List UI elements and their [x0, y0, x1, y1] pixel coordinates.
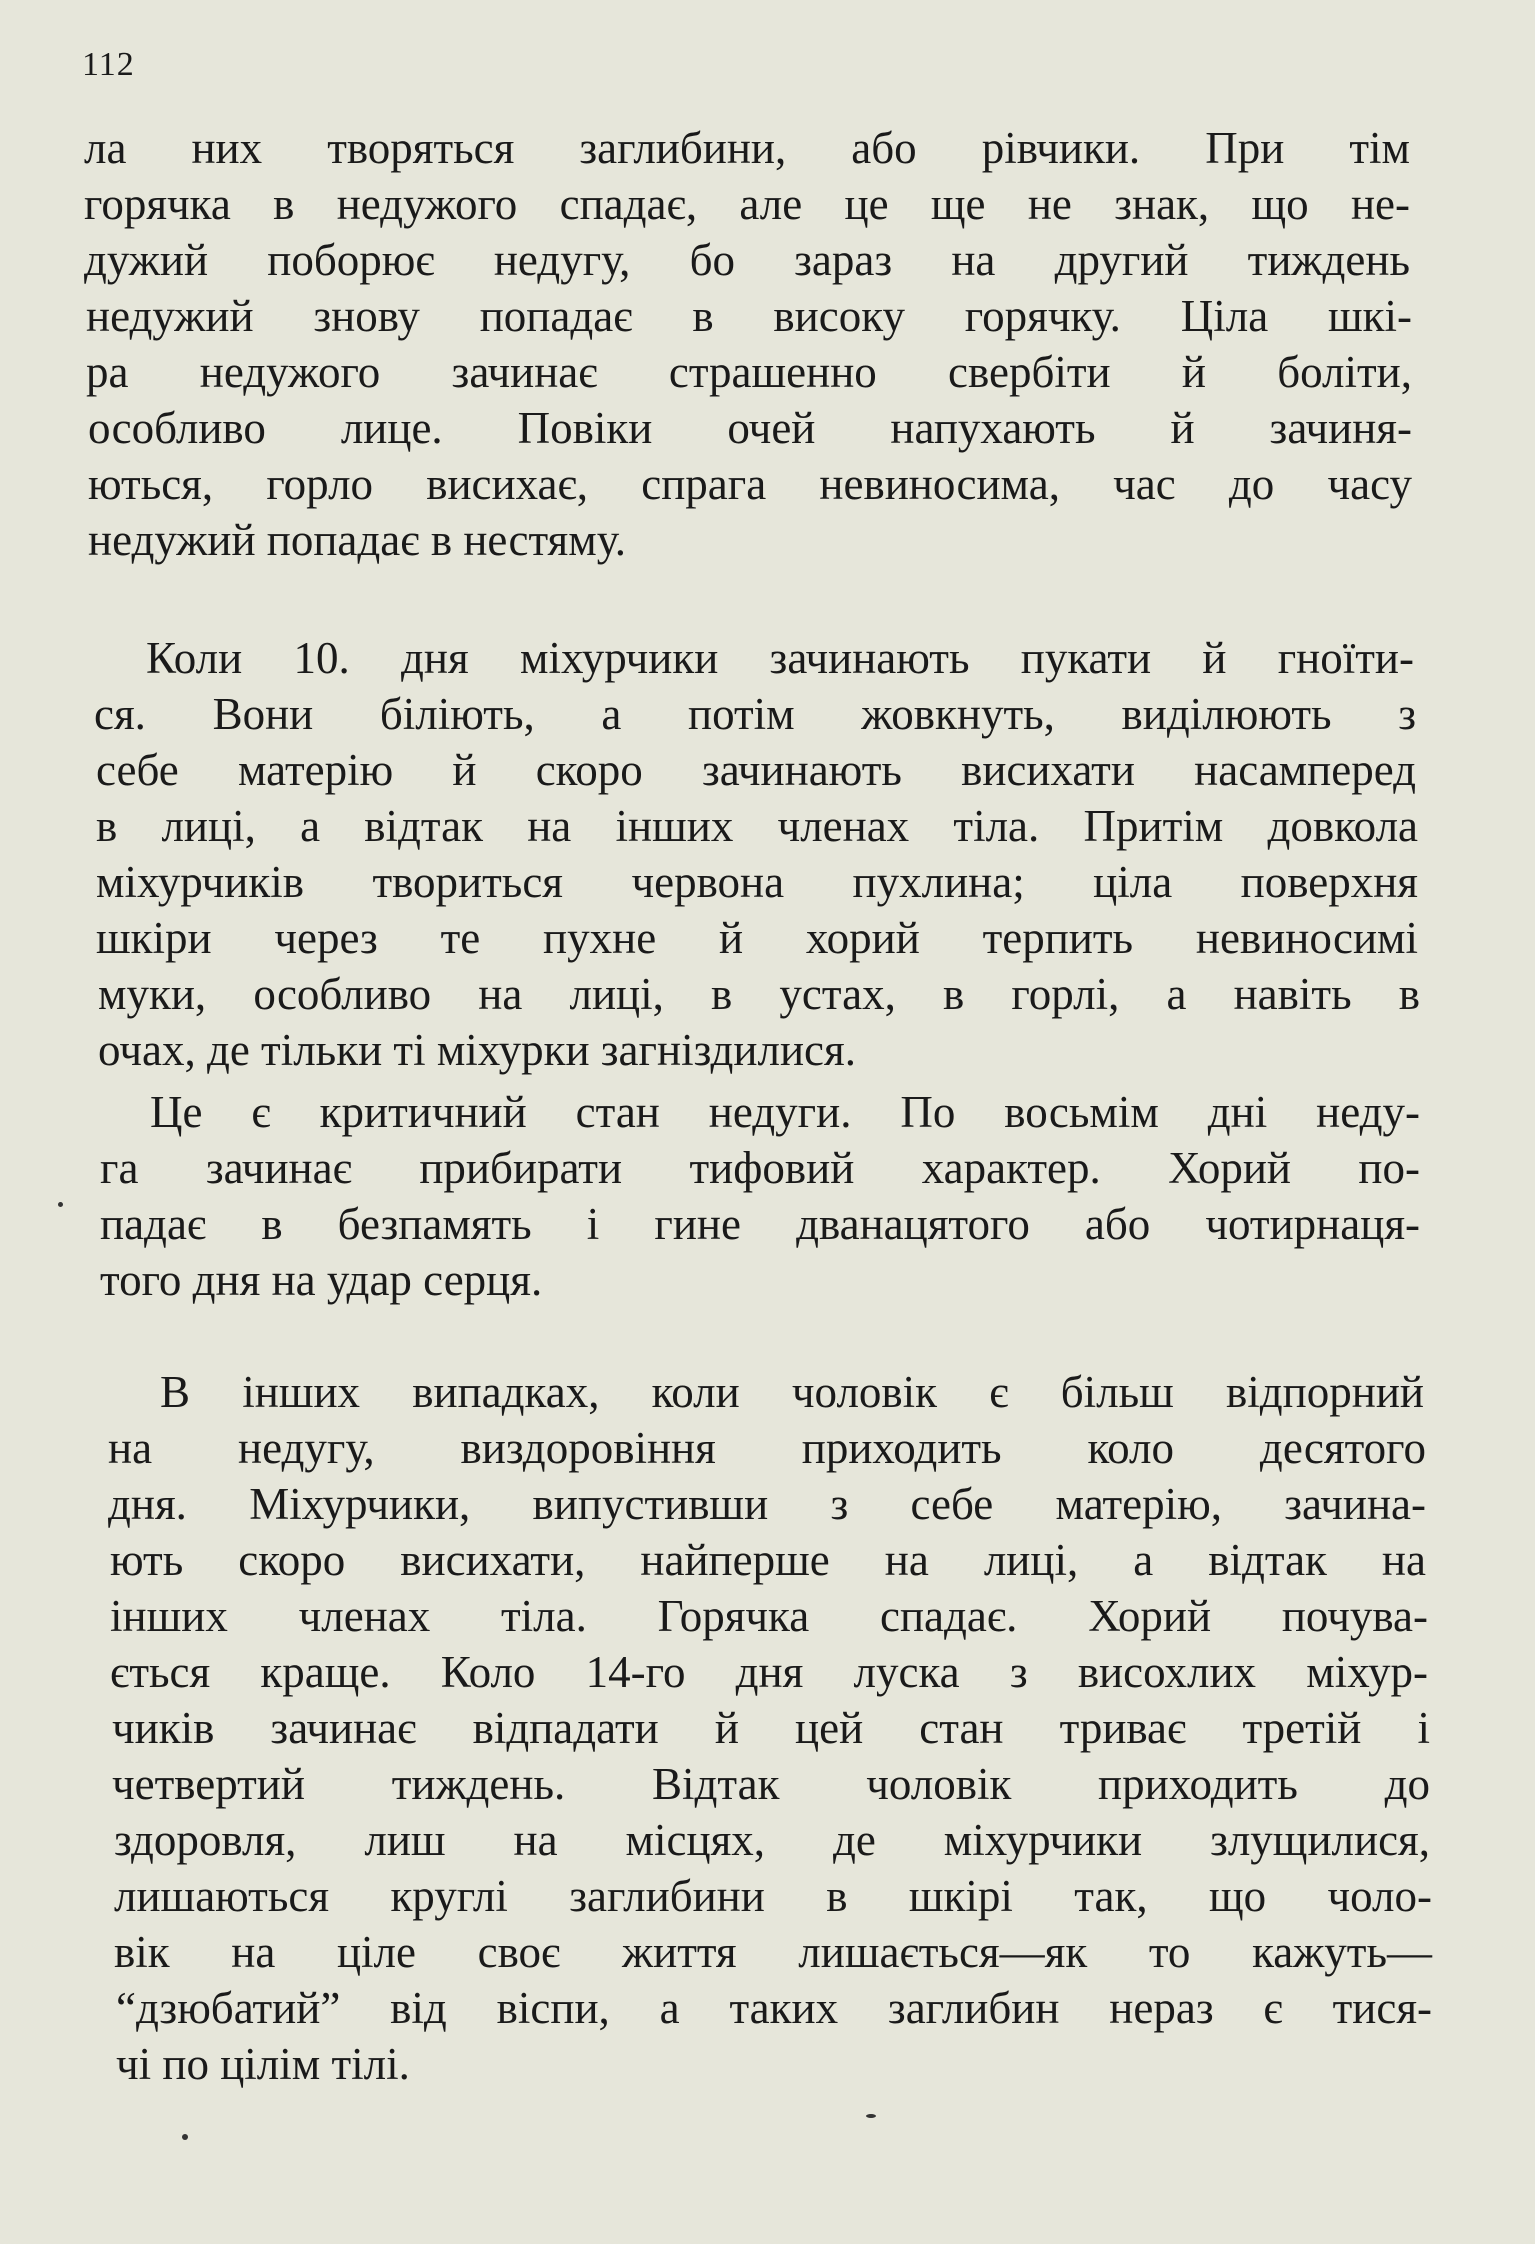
text-line: В інших випадках, коли чоловік є більш відпорний [160, 1367, 1424, 1417]
text-line: інших членах тіла. Горячка спадає. Хорий почува- [110, 1591, 1428, 1641]
text-line: шкіри через те пухне й хорий терпить невиносимі [96, 913, 1418, 963]
text-line: “дзюбатий” від віспи, а таких заглибин нераз є тися- [116, 1983, 1432, 2033]
text-line: себе матерію й скоро зачинають висихати насамперед [96, 745, 1416, 795]
text-line: чиків зачинає відпадати й цей стан триває третій і [112, 1703, 1430, 1753]
text-line: лишаються круглі заглибини в шкірі так, що чоло- [114, 1871, 1432, 1921]
text-line: очах, де тільки ті міхурки загніздилися. [98, 1025, 856, 1075]
text-line: в лиці, а відтак на інших членах тіла. Притім довкола [96, 801, 1418, 851]
text-line: ється краще. Коло 14-го дня луска з висохлих міхур- [110, 1647, 1428, 1697]
page-number: 112 [82, 46, 135, 83]
text-line: ла них творяться заглибини, або рівчики. При тім [84, 123, 1410, 173]
text-line: ються, горло висихає, спрага невиносима, час до часу [88, 459, 1412, 509]
text-line: дужий поборює недугу, бо зараз на другий тиждень [84, 235, 1410, 285]
text-line: ся. Вони біліють, а потім жовкнуть, виділюють з [94, 689, 1416, 739]
text-line: горячка в недужого спадає, але це ще не знак, що не- [84, 179, 1410, 229]
text-line: падає в безпамять і гине дванацятого або чотирнаця- [100, 1199, 1420, 1249]
ink-speck [866, 2114, 876, 2118]
text-line: ють скоро висихати, найперше на лиці, а відтак на [110, 1535, 1426, 1585]
text-line: чі по цілім тілі. [116, 2039, 410, 2089]
text-line: Це є критичний стан недуги. По восьмім дні неду- [150, 1087, 1420, 1137]
text-line: недужий попадає в нестяму. [88, 515, 626, 565]
text-line: міхурчиків твориться червона пухлина; ціла поверхня [96, 857, 1418, 907]
text-line: ра недужого зачинає страшенно свербіти й боліти, [86, 347, 1412, 397]
text-line: дня. Міхурчики, випустивши з себе матерію, зачина- [108, 1479, 1426, 1529]
text-line: муки, особливо на лиці, в устах, в горлі, а навіть в [98, 969, 1420, 1019]
text-line: га зачинає прибирати тифовий характер. Хорий по- [100, 1143, 1420, 1193]
ink-speck [58, 1202, 63, 1207]
text-line: Коли 10. дня міхурчики зачинають пукати й гноїти- [146, 633, 1414, 683]
text-line: здоровля, лиш на місцях, де міхурчики злущилися, [114, 1815, 1430, 1865]
text-line: того дня на удар серця. [100, 1255, 543, 1305]
text-line: недужий знову попадає в високу горячку. Ціла шкі- [86, 291, 1412, 341]
text-line: четвертий тиждень. Відтак чоловік приходить до [112, 1759, 1430, 1809]
text-line: особливо лице. Повіки очей напухають й зачиня- [88, 403, 1412, 453]
text-line: на недугу, виздоровіння приходить коло десятого [108, 1423, 1426, 1473]
ink-speck [182, 2134, 188, 2140]
text-line: вік на ціле своє життя лишається—як то кажуть— [114, 1927, 1432, 1977]
